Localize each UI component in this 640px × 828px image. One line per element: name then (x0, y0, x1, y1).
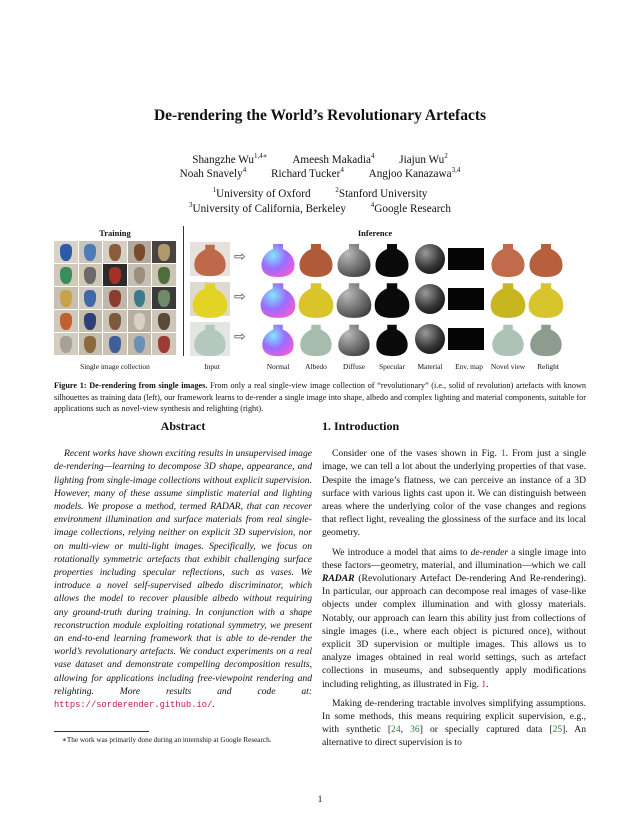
training-image (128, 287, 152, 309)
arrow-icon: ⇨ (234, 249, 246, 265)
figure-ref-link[interactable]: 1 (500, 448, 506, 460)
abstract-heading: Abstract (160, 419, 206, 433)
project-url-link[interactable]: https://sorderender.github.io/ (54, 700, 213, 711)
author: Jiajun Wu$^2$ (399, 152, 448, 166)
inference-row (190, 282, 563, 318)
footnote-rule (54, 731, 149, 732)
training-image (128, 310, 152, 332)
training-image (103, 333, 127, 355)
training-image (79, 287, 103, 309)
figure-divider (183, 226, 184, 356)
affiliation: $^1$University of Oxford (212, 186, 311, 200)
single-image-collection-label: Single image collection (80, 362, 150, 371)
affiliation: $^4$Google Research (370, 201, 451, 215)
authors-row-1 (0, 152, 640, 166)
col-label-albedo: Albedo (305, 362, 327, 371)
training-image (128, 333, 152, 355)
page-number: 1 (317, 794, 323, 805)
training-image (128, 241, 152, 263)
figure-inference-label: Inference (357, 228, 393, 238)
author: Angjoo Kanazawa$^{3,4}$ (368, 166, 461, 180)
training-image (152, 333, 176, 355)
training-image (103, 310, 127, 332)
citation-link[interactable]: 24 (391, 724, 401, 736)
col-label-material: Material (417, 362, 443, 371)
intro-column (322, 420, 586, 756)
abstract-column (54, 420, 312, 712)
training-image (152, 287, 176, 309)
training-image (79, 310, 103, 332)
training-image (152, 310, 176, 332)
abstract-text: Recent works have shown exciting results in unsupervised image de-rendering—learning to decompose 3D shape, appearance, and lighting from single-image collections without explicit supervision. However, many of these assume simplistic material and lighting models. We propose a method, termed RADAR, that can recover environment illumination and surface materials from real single-image collections, relying neither on explicit 3D supervision, nor on multi-view or multi-light images. Specifically, we focus on rotationally symmetric artefacts that exhibit challenging surface properties including specular reflections, such as vases. We introduce a novel self-supervised albedo discriminator, which allows the model to recover plausible albedo without requiring any ground-truth during training. In conjunction with a shape reconstruction module exploiting rotational symmetry, we present an end-to-end learning framework that is able to de-render the world’s revolutionary artefacts. We conduct experiments on a real vase dataset and demonstrate compelling decomposition results, allowing for applications including free-viewpoint rendering and relighting. More results and code at: https://sorderender.github.io/. (54, 448, 312, 711)
col-label-normal: Normal (266, 362, 290, 371)
author: Noah Snavely$^4$ (179, 166, 247, 180)
affiliations-row-1 (0, 186, 640, 200)
intro-paragraph: We introduce a model that aims to de-render a single image into these factors—geometry, material, and illumination—which we call RADAR (Revolutionary Artefact De-rendering And Re-rendering). In particular, our approach can decompose real images of vase-like objects under complex illumination and with glossy materials. Notably, our approach can learn this ability just from collections of single images (i.e., where each object is pictured once), without explicit 3D supervision or multiple images. This allows us to analyze images obtained in real world settings, such as artefact collections in museums, and subsequently apply modifications including relighting, as illustrated in Fig. 1. (322, 546, 586, 690)
author: Richard Tucker$^4$ (271, 166, 344, 180)
paper-title: De-rendering the World’s Revolutionary Artefacts (153, 107, 487, 124)
authors-row-2 (0, 166, 640, 180)
author: Ameesh Makadia$^4$ (292, 152, 375, 166)
arrow-icon: ⇨ (234, 329, 246, 345)
training-image (79, 264, 103, 286)
col-label-env-map: Env. map (455, 362, 483, 371)
training-image (79, 241, 103, 263)
inference-results-grid (190, 238, 570, 358)
training-image-grid (54, 241, 176, 355)
affiliation: $^3$University of California, Berkeley (188, 201, 346, 215)
figure-ref-link[interactable]: 1 (481, 678, 487, 690)
inference-row (190, 322, 562, 356)
intro-heading: 1. Introduction (322, 419, 400, 433)
training-image (54, 287, 78, 309)
training-image (103, 241, 127, 263)
training-image (103, 264, 127, 286)
training-image (79, 333, 103, 355)
inference-row (190, 242, 563, 277)
col-label-input: Input (204, 362, 220, 371)
intro-paragraph: Making de-rendering tractable involves simplifying assumptions. In some methods, this means requiring explicit supervision, e.g., with synthetic [24, 36] or specially captured data [25]. An alternative to direct supervision is to (322, 697, 587, 749)
affiliations-row-2 (0, 201, 640, 215)
citation-link[interactable]: 36 (410, 724, 420, 736)
citation-link[interactable]: 25 (552, 724, 563, 736)
footnote: ∗The work was primarily done during an internship at Google Research. (62, 736, 272, 744)
training-image (152, 241, 176, 263)
training-image (128, 264, 152, 286)
col-label-novel-view: Novel view (490, 362, 526, 371)
intro-paragraph: Consider one of the vases shown in Fig. 1. From just a single image, we can tell a lot about the underlying properties of that vase. Despite the image’s flatness, we can perceive an instance of a 3D surface with various lights cast upon it. We can distinguish between areas where the underlying color of the vase changes and regions that reflect light, revealing the glossiness of the surface and its local geometry. (322, 448, 586, 539)
training-image (103, 287, 127, 309)
training-image (54, 333, 78, 355)
arrow-icon: ⇨ (234, 289, 246, 305)
training-image (54, 310, 78, 332)
training-image (152, 264, 176, 286)
affiliation: $^2$Stanford University (335, 186, 428, 200)
col-label-relight: Relight (537, 362, 559, 371)
figure-training-label: Training (99, 228, 131, 238)
training-image (54, 241, 78, 263)
col-label-specular: Specular (379, 362, 405, 371)
col-label-diffuse: Diffuse (342, 362, 366, 371)
author: Shangzhe $Wu^{1,4∗}$ (192, 152, 268, 166)
figure-caption: Figure 1: De-rendering from single images. From only a real single-view image collection of “revolutionary” (i.e., solid of revolution) artefacts with known silhouettes as training data (left), our framework learns to de-render a single image into shape, albedo and complex lighting and material components, suitable for applications such as novel-view synthesis and relighting (right). (54, 381, 586, 414)
training-image (54, 264, 78, 286)
